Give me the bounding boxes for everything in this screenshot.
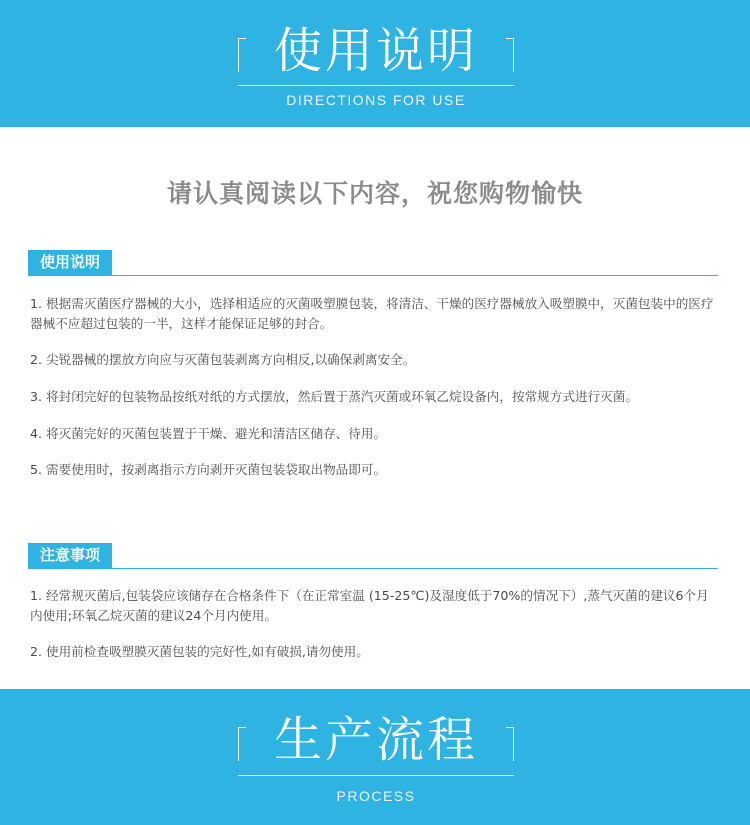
process-banner (0, 689, 750, 825)
notes-heading: 注意事项 (28, 543, 112, 568)
notes-section-header (28, 543, 718, 569)
usage-item: 2. 尖锐器械的摆放方向应与灭菌包装剥离方向相反,以确保剥离安全。 (30, 352, 416, 367)
usage-item: 1. 根据需灭菌医疗器械的大小，选择相适应的灭菌吸塑膜包装，将清洁、干燥的医疗器械放入吸塑膜中，灭菌包装中的医疗器械不应超过包装的一半，这样才能保证足够的封合。 (30, 296, 714, 331)
notes-item: 1. 经常规灭菌后,包装袋应该储存在合格条件下（在正常室温 (15-25℃)及湿度低于70%的情况下）,蒸气灭菌的建议6个月内使用;环氧乙烷灭菌的建议24个月内使用。 (30, 588, 709, 623)
usage-item: 5. 需要使用时，按剥离指示方向剥开灭菌包装袋取出物品即可。 (30, 462, 387, 477)
process-underline (238, 775, 514, 776)
usage-heading: 使用说明 (28, 250, 112, 275)
usage-item: 4. 将灭菌完好的灭菌包装置于干燥、避光和清洁区储存、待用。 (30, 426, 387, 441)
header-banner (0, 0, 750, 127)
process-subtitle: PROCESS (336, 788, 416, 804)
process-frame (238, 689, 514, 825)
notes-item: 2. 使用前检查吸塑膜灭菌包装的完好性,如有破损,请勿使用。 (30, 644, 369, 659)
usage-divider (28, 275, 718, 276)
notes-divider (28, 568, 718, 569)
header-subtitle: DIRECTIONS FOR USE (286, 92, 466, 108)
slogan: 请认真阅读以下内容，祝您购物愉快 (166, 179, 583, 208)
header-underline (238, 85, 514, 86)
usage-item: 3. 将封闭完好的包装物品按纸对纸的方式摆放，然后置于蒸汽灭菌或环氧乙烷设备内，按常规方式进行灭菌。 (30, 389, 638, 404)
header-frame (238, 0, 514, 127)
header-title: 使用说明 (273, 23, 478, 79)
usage-section-header (28, 250, 718, 276)
process-title: 生产流程 (273, 712, 478, 768)
